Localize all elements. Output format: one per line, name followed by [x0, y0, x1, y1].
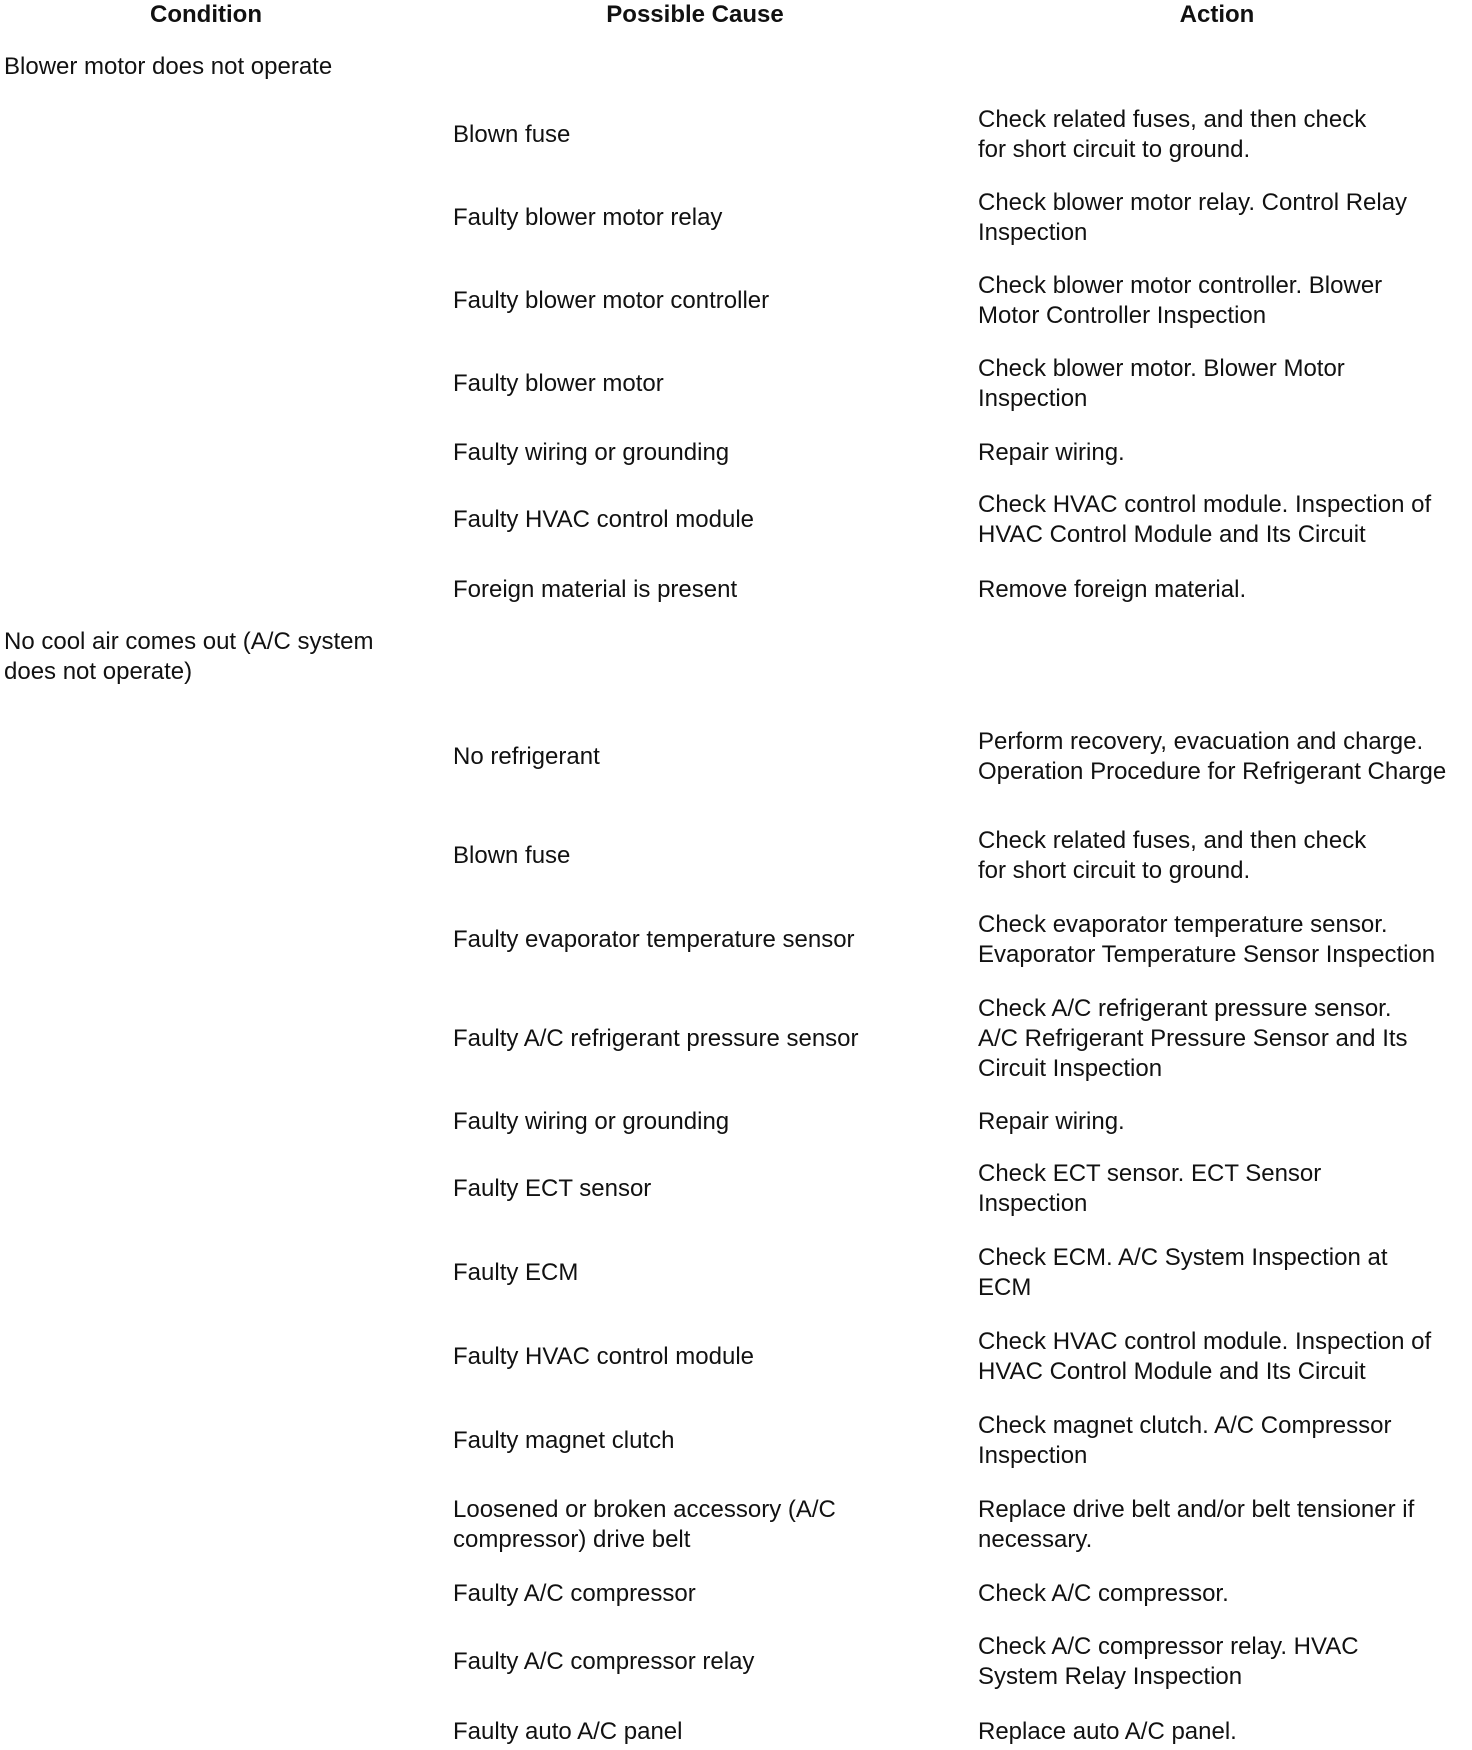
action-text: Replace auto A/C panel. — [978, 1718, 1237, 1745]
condition-label: No cool air comes out (A/C system does not operate) — [4, 628, 374, 685]
cause-text: Blown fuse — [453, 121, 571, 148]
cause-text: Faulty HVAC control module — [453, 1343, 755, 1370]
cause-text: Faulty wiring or grounding — [453, 1108, 730, 1135]
table-row — [0, 1716, 1472, 1748]
header-action: Action — [1179, 1, 1255, 28]
action-text: Check HVAC control module. Inspection of HVAC Control Module and Its Circuit — [978, 491, 1432, 548]
cause-text: Faulty blower motor — [453, 370, 664, 397]
cause-text: Faulty HVAC control module — [453, 506, 755, 533]
table-row — [0, 188, 1472, 248]
cause-text: Faulty auto A/C panel — [453, 1718, 683, 1745]
action-text: Replace drive belt and/or belt tensioner if necessary. — [978, 1496, 1415, 1553]
table-row — [0, 910, 1472, 970]
header-condition: Condition — [150, 1, 262, 28]
table-row — [0, 826, 1472, 886]
table-row — [0, 105, 1472, 165]
table-row — [0, 1411, 1472, 1471]
table-row — [0, 271, 1472, 331]
action-text: Check blower motor controller. Blower Motor Controller Inspection — [978, 272, 1383, 329]
action-text: Repair wiring. — [978, 439, 1125, 466]
action-text: Check A/C compressor. — [978, 1580, 1229, 1607]
action-text: Check evaporator temperature sensor. Evaporator Temperature Sensor Inspection — [978, 911, 1436, 968]
cause-text: Faulty wiring or grounding — [453, 439, 730, 466]
table-row — [0, 994, 1472, 1084]
table-row — [0, 354, 1472, 414]
action-text: Check HVAC control module. Inspection of HVAC Control Module and Its Circuit — [978, 1328, 1432, 1385]
table-row — [0, 1632, 1472, 1692]
table-row — [0, 1243, 1472, 1303]
table-row — [0, 1159, 1472, 1219]
cause-text: No refrigerant — [453, 743, 600, 770]
table-row — [0, 1106, 1472, 1138]
cause-text: Faulty blower motor relay — [453, 204, 723, 231]
table-row — [0, 1495, 1472, 1555]
cause-text: Faulty A/C compressor relay — [453, 1648, 755, 1675]
cause-text: Foreign material is present — [453, 576, 738, 603]
header-possible-cause: Possible Cause — [606, 1, 784, 28]
table-row — [0, 490, 1472, 550]
cause-text: Faulty blower motor controller — [453, 287, 770, 314]
cause-text: Blown fuse — [453, 842, 571, 869]
condition-label: Blower motor does not operate — [4, 53, 333, 80]
action-text: Check A/C compressor relay. HVAC System Relay Inspection — [978, 1633, 1359, 1690]
action-text: Check magnet clutch. A/C Compressor Inspection — [978, 1412, 1392, 1469]
cause-text: Loosened or broken accessory (A/C compressor) drive belt — [453, 1496, 836, 1553]
action-text: Check ECT sensor. ECT Sensor Inspection — [978, 1160, 1322, 1217]
cause-text: Faulty ECM — [453, 1259, 579, 1286]
action-text: Repair wiring. — [978, 1108, 1125, 1135]
cause-text: Faulty ECT sensor — [453, 1175, 652, 1202]
table-row — [0, 1327, 1472, 1387]
table-row — [0, 712, 1472, 802]
cause-text: Faulty magnet clutch — [453, 1427, 675, 1454]
cause-text: Faulty A/C compressor — [453, 1580, 696, 1607]
action-text: Check A/C refrigerant pressure sensor. A/C Refrigerant Pressure Sensor and Its Circuit Inspection — [978, 995, 1408, 1082]
action-text: Check related fuses, and then check for short circuit to ground. — [978, 827, 1367, 884]
action-text: Check blower motor. Blower Motor Inspection — [978, 355, 1345, 412]
table-row — [0, 574, 1472, 606]
cause-text: Faulty A/C refrigerant pressure sensor — [453, 1025, 859, 1052]
cause-text: Faulty evaporator temperature sensor — [453, 926, 855, 953]
action-text: Check related fuses, and then check for short circuit to ground. — [978, 106, 1367, 163]
action-text: Check blower motor relay. Control Relay Inspection — [978, 189, 1408, 246]
table-row — [0, 1578, 1472, 1610]
action-text: Remove foreign material. — [978, 576, 1247, 603]
action-text: Check ECM. A/C System Inspection at ECM — [978, 1244, 1388, 1301]
table-row — [0, 437, 1472, 469]
action-text: Perform recovery, evacuation and charge. Operation Procedure for Refrigerant Charge — [978, 728, 1447, 785]
